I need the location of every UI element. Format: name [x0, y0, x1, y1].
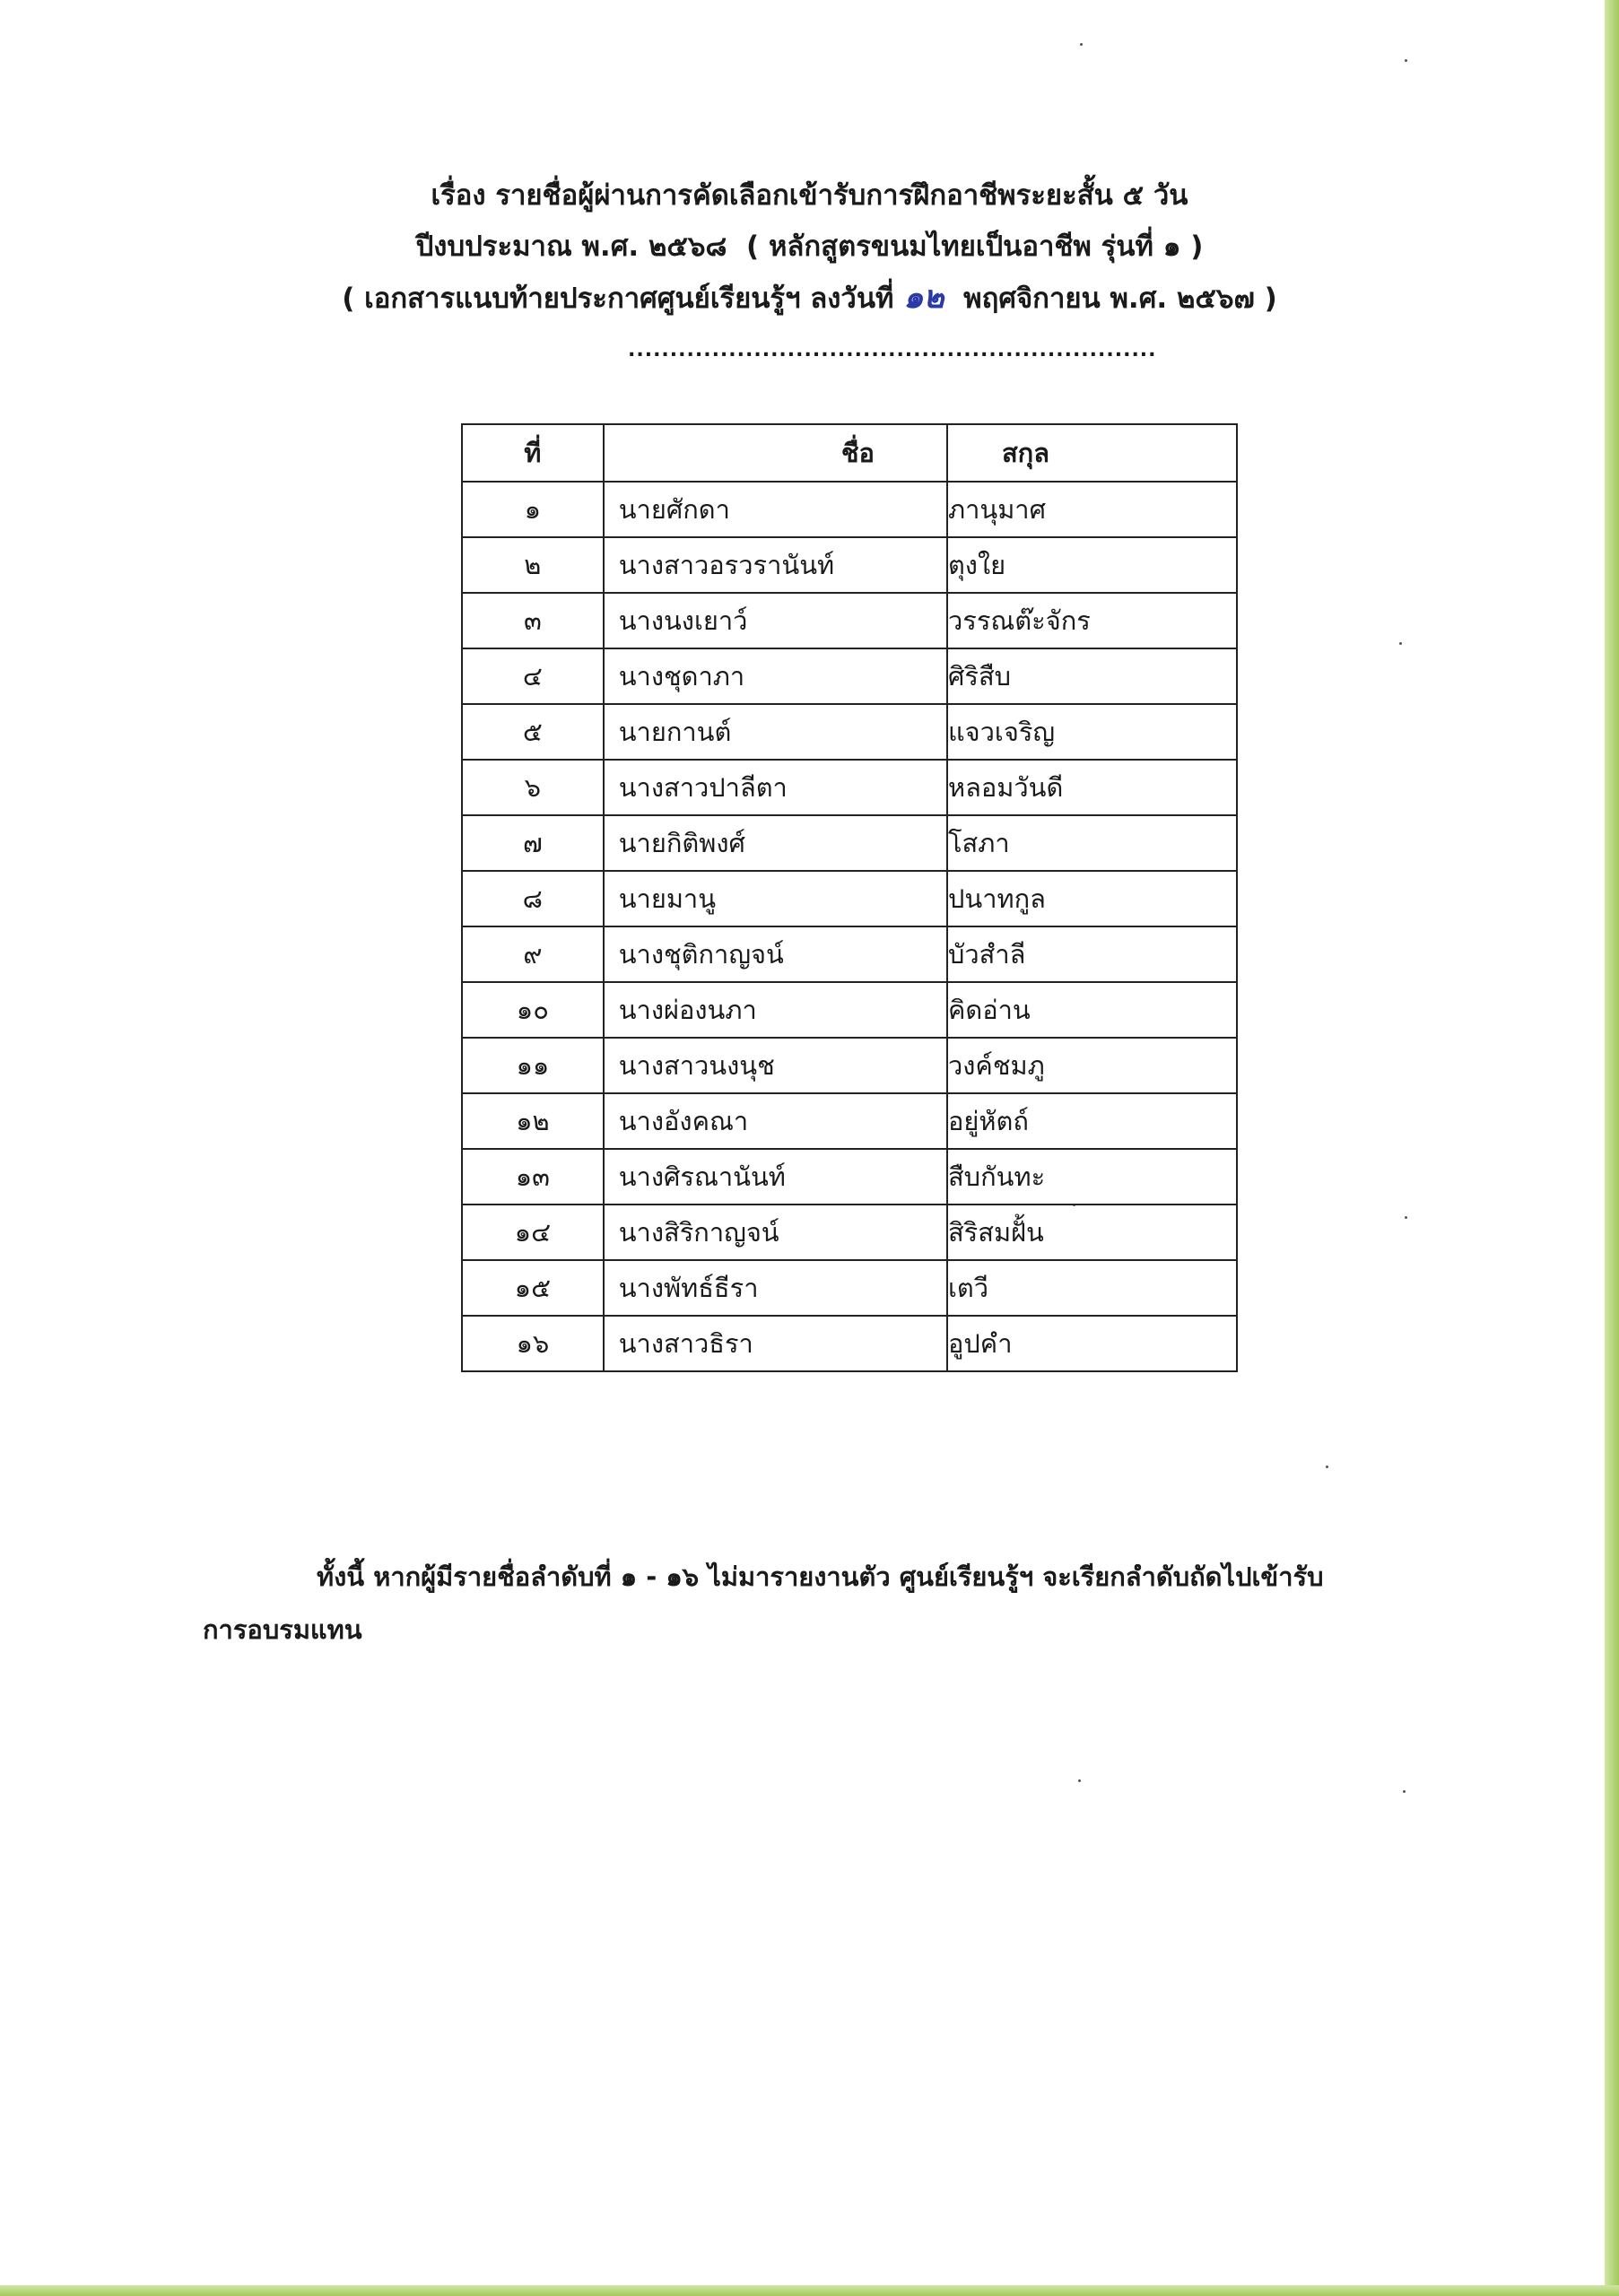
table-row	[462, 482, 1237, 537]
row-surname: โสภา	[947, 815, 1237, 871]
handwritten-day: ๑๒	[903, 279, 944, 316]
table-row	[462, 1038, 1237, 1093]
row-number: ๑๔	[462, 1205, 604, 1260]
row-surname: สืบกันทะ	[947, 1149, 1237, 1205]
row-surname: แจวเจริญ	[947, 704, 1237, 760]
row-surname: คิดอ่าน	[947, 982, 1237, 1038]
scan-speck	[1405, 1216, 1407, 1219]
scan-speck	[1078, 1779, 1081, 1782]
row-surname: วงค์ชมภู	[947, 1038, 1237, 1093]
table-row	[462, 593, 1237, 648]
table-row	[462, 760, 1237, 815]
header-number: ที่	[462, 424, 604, 482]
green-right-edge	[1605, 0, 1619, 2296]
row-surname: ภานุมาศ	[947, 482, 1237, 537]
row-number: ๒	[462, 537, 604, 593]
row-number: ๑๓	[462, 1149, 604, 1205]
table-row	[462, 704, 1237, 760]
row-number: ๑	[462, 482, 604, 537]
row-number: ๑๖	[462, 1316, 604, 1371]
scan-speck	[1405, 59, 1407, 62]
row-name: นางผ่องนภา	[604, 982, 947, 1038]
table-row	[462, 982, 1237, 1038]
name-list-table	[461, 423, 1238, 1372]
row-surname: บัวสำลี	[947, 926, 1237, 982]
row-name: นางสาวนงนุช	[604, 1038, 947, 1093]
row-name: นางชุดาภา	[604, 648, 947, 704]
row-surname: อูปคำ	[947, 1316, 1237, 1371]
row-name: นางนงเยาว์	[604, 593, 947, 648]
note-line-2: การอบรมแทน	[203, 1614, 362, 1645]
table-row	[462, 1093, 1237, 1149]
row-name: นางสาวอรวรานันท์	[604, 537, 947, 593]
table-row	[462, 1205, 1237, 1260]
scan-speck	[1403, 1790, 1406, 1793]
row-name: นางศิรณานันท์	[604, 1149, 947, 1205]
header-surname: สกุล	[947, 424, 1237, 482]
row-name: นายกิติพงศ์	[604, 815, 947, 871]
table-row	[462, 1260, 1237, 1316]
row-name: นายศักดา	[604, 482, 947, 537]
heading-line-3-start: ( เอกสารแนบท้ายประกาศศูนย์เรียนรู้ฯ ลงวันที่	[342, 283, 904, 315]
row-number: ๓	[462, 593, 604, 648]
row-name: นางอังคณา	[604, 1093, 947, 1149]
scan-speck	[1080, 43, 1083, 46]
row-name: นางสาวธิรา	[604, 1316, 947, 1371]
table-row	[462, 537, 1237, 593]
dotted-separator: ...............................................................	[628, 339, 1157, 361]
row-name: นางสิริกาญจน์	[604, 1205, 947, 1260]
heading-line-1: เรื่อง รายชื่อผู้ผ่านการคัดเลือกเข้ารับการฝึกอาชีพระยะสั้น ๕ วัน	[431, 179, 1188, 212]
row-surname: อยู่หัตถ์	[947, 1093, 1237, 1149]
table-row	[462, 1316, 1237, 1371]
row-surname: ปนาทกูล	[947, 871, 1237, 926]
row-number: ๘	[462, 871, 604, 926]
heading-line-2: ปีงบประมาณ พ.ศ. ๒๕๖๘ ( หลักสูตรขนมไทยเป็นอาชีพ รุ่นที่ ๑ )	[415, 230, 1204, 263]
note-line-1: ทั้งนี้ หากผู้มีรายชื่อลำดับที่ ๑ - ๑๖ ไม่มารายงานตัว ศูนย์เรียนรู้ฯ จะเรียกลำดับถัดไปเข้ารับ	[317, 1561, 1324, 1592]
row-number: ๗	[462, 815, 604, 871]
table-row	[462, 926, 1237, 982]
table-body	[462, 482, 1237, 1371]
row-number: ๕	[462, 704, 604, 760]
row-number: ๖	[462, 760, 604, 815]
row-name: นายกานต์	[604, 704, 947, 760]
table-row	[462, 1149, 1237, 1205]
table-row	[462, 648, 1237, 704]
heading-line-3-end: พฤศจิกายน พ.ศ. ๒๕๖๗ )	[944, 283, 1277, 315]
row-name: นางพัทธ์ธีรา	[604, 1260, 947, 1316]
row-surname: วรรณต๊ะจักร	[947, 593, 1237, 648]
table-row	[462, 871, 1237, 926]
row-number: ๑๑	[462, 1038, 604, 1093]
scan-speck	[1399, 642, 1402, 645]
row-name: นายมานู	[604, 871, 947, 926]
row-surname: หลอมวันดี	[947, 760, 1237, 815]
row-surname: เตวี	[947, 1260, 1237, 1316]
table-header-row	[462, 424, 1237, 482]
row-surname: ศิริสืบ	[947, 648, 1237, 704]
table-row	[462, 815, 1237, 871]
row-number: ๙	[462, 926, 604, 982]
row-surname: สิริสมฝั้น	[947, 1205, 1237, 1260]
row-surname: ตุงใย	[947, 537, 1237, 593]
header-name: ชื่อ	[604, 424, 947, 482]
row-number: ๔	[462, 648, 604, 704]
row-number: ๑๐	[462, 982, 604, 1038]
scan-speck	[1326, 1465, 1328, 1468]
green-bottom-edge	[0, 2285, 1619, 2296]
row-name: นางชุติกาญจน์	[604, 926, 947, 982]
row-number: ๑๒	[462, 1093, 604, 1149]
row-number: ๑๕	[462, 1260, 604, 1316]
heading-line-3	[0, 280, 1619, 317]
row-name: นางสาวปาลีตา	[604, 760, 947, 815]
